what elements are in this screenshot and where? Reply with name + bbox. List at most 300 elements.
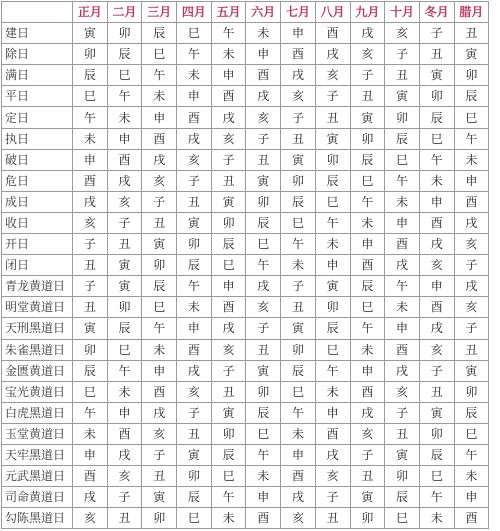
branch-cell: 未	[211, 44, 246, 65]
header-corner-cell	[2, 2, 73, 23]
table-row	[2, 128, 489, 149]
branch-cell: 酉	[211, 86, 246, 107]
branch-cell: 戌	[246, 86, 281, 107]
branch-cell: 卯	[142, 508, 177, 529]
branch-cell: 未	[73, 423, 108, 444]
branch-cell: 午	[107, 86, 142, 107]
branch-cell: 未	[454, 466, 489, 487]
branch-cell: 卯	[107, 297, 142, 318]
branch-cell: 酉	[281, 466, 316, 487]
branch-cell: 申	[350, 360, 385, 381]
branch-cell: 申	[315, 255, 350, 276]
branch-cell: 亥	[281, 86, 316, 107]
row-label-cell: 司命黄道日	[2, 487, 73, 508]
branch-cell: 戌	[454, 276, 489, 297]
branch-cell: 午	[281, 234, 316, 255]
branch-cell: 巳	[73, 86, 108, 107]
branch-cell: 申	[142, 107, 177, 128]
row-label-cell: 执日	[2, 128, 73, 149]
branch-cell: 戌	[211, 318, 246, 339]
branch-cell: 卯	[350, 128, 385, 149]
branch-cell: 申	[246, 487, 281, 508]
row-label-cell: 建日	[2, 23, 73, 44]
branch-cell: 丑	[73, 255, 108, 276]
branch-cell: 丑	[385, 423, 420, 444]
branch-cell: 酉	[246, 508, 281, 529]
branch-cell: 丑	[73, 297, 108, 318]
branch-cell: 寅	[142, 234, 177, 255]
branch-cell: 亥	[315, 466, 350, 487]
branch-cell: 未	[281, 255, 316, 276]
branch-cell: 亥	[142, 170, 177, 191]
branch-cell: 戌	[350, 402, 385, 423]
row-label-cell: 元武黑道日	[2, 466, 73, 487]
branch-cell: 亥	[454, 297, 489, 318]
row-label-cell: 闭日	[2, 255, 73, 276]
month-header-cell: 七月	[281, 2, 316, 23]
branch-cell: 酉	[315, 423, 350, 444]
branch-cell: 未	[107, 381, 142, 402]
branch-cell: 未	[177, 297, 212, 318]
branch-cell: 未	[73, 128, 108, 149]
branch-cell: 亥	[385, 23, 420, 44]
branch-cell: 酉	[211, 297, 246, 318]
row-label-cell: 危日	[2, 170, 73, 191]
branch-cell: 亥	[177, 381, 212, 402]
branch-cell: 午	[246, 255, 281, 276]
branch-cell: 子	[419, 360, 454, 381]
branch-cell: 亥	[73, 212, 108, 233]
branch-cell: 寅	[385, 86, 420, 107]
branch-cell: 未	[385, 191, 420, 212]
branch-cell: 巳	[419, 466, 454, 487]
branch-cell: 卯	[73, 339, 108, 360]
month-header-cell: 三月	[142, 2, 177, 23]
branch-cell: 午	[350, 318, 385, 339]
branch-cell: 卯	[419, 423, 454, 444]
branch-cell: 巳	[454, 107, 489, 128]
branch-cell: 寅	[246, 360, 281, 381]
table-body	[2, 23, 489, 529]
branch-cell: 未	[419, 508, 454, 529]
branch-cell: 巳	[350, 170, 385, 191]
branch-cell: 丑	[211, 170, 246, 191]
branch-cell: 卯	[281, 339, 316, 360]
branch-cell: 子	[454, 318, 489, 339]
branch-cell: 申	[385, 318, 420, 339]
branch-cell: 辰	[419, 107, 454, 128]
branch-cell: 午	[315, 360, 350, 381]
branch-cell: 丑	[281, 297, 316, 318]
branch-cell: 午	[454, 444, 489, 465]
branch-cell: 子	[385, 44, 420, 65]
branch-cell: 辰	[211, 444, 246, 465]
branch-cell: 卯	[454, 65, 489, 86]
table-row	[2, 339, 489, 360]
branch-cell: 子	[454, 255, 489, 276]
branch-cell: 巳	[246, 423, 281, 444]
month-header-cell: 正月	[73, 2, 108, 23]
branch-cell: 子	[142, 444, 177, 465]
branch-cell: 亥	[454, 234, 489, 255]
branch-cell: 戌	[107, 444, 142, 465]
branch-cell: 亥	[211, 339, 246, 360]
branch-cell: 酉	[385, 339, 420, 360]
branch-cell: 丑	[281, 128, 316, 149]
branch-cell: 丑	[350, 466, 385, 487]
table-header-row	[2, 2, 489, 23]
table-row	[2, 44, 489, 65]
branch-cell: 申	[107, 402, 142, 423]
branch-cell: 丑	[107, 234, 142, 255]
branch-cell: 子	[315, 86, 350, 107]
month-header-cell: 腊月	[454, 2, 489, 23]
branch-cell: 丑	[177, 191, 212, 212]
branch-cell: 卯	[350, 508, 385, 529]
branch-cell: 子	[281, 276, 316, 297]
branch-cell: 戌	[142, 402, 177, 423]
branch-cell: 酉	[350, 381, 385, 402]
branch-cell: 巳	[385, 508, 420, 529]
table-row	[2, 107, 489, 128]
branch-cell: 亥	[246, 107, 281, 128]
branch-cell: 子	[211, 149, 246, 170]
branch-cell: 戌	[385, 360, 420, 381]
branch-cell: 戌	[315, 44, 350, 65]
branch-cell: 卯	[246, 191, 281, 212]
branch-cell: 戌	[142, 149, 177, 170]
branch-cell: 未	[246, 466, 281, 487]
month-header-cell: 六月	[246, 2, 281, 23]
branch-cell: 酉	[281, 44, 316, 65]
branch-cell: 辰	[107, 44, 142, 65]
branch-cell: 辰	[281, 191, 316, 212]
branch-cell: 酉	[246, 65, 281, 86]
branch-cell: 酉	[107, 423, 142, 444]
branch-cell: 子	[350, 65, 385, 86]
branch-cell: 子	[142, 191, 177, 212]
branch-cell: 酉	[177, 339, 212, 360]
row-label-cell: 宝光黄道日	[2, 381, 73, 402]
branch-cell: 巳	[211, 255, 246, 276]
branch-cell: 未	[385, 297, 420, 318]
row-label-cell: 朱雀黑道日	[2, 339, 73, 360]
branch-cell: 亥	[73, 508, 108, 529]
branch-cell: 寅	[350, 487, 385, 508]
branch-cell: 戌	[177, 128, 212, 149]
month-header-cell: 九月	[350, 2, 385, 23]
branch-cell: 戌	[419, 318, 454, 339]
table-row	[2, 276, 489, 297]
branch-cell: 巳	[177, 508, 212, 529]
branch-cell: 申	[73, 444, 108, 465]
branch-cell: 寅	[419, 65, 454, 86]
branch-cell: 卯	[315, 297, 350, 318]
branch-cell: 亥	[281, 508, 316, 529]
branch-cell: 午	[350, 191, 385, 212]
almanac-table-container	[1, 1, 489, 529]
branch-cell: 申	[177, 318, 212, 339]
branch-cell: 酉	[419, 297, 454, 318]
branch-cell: 子	[211, 360, 246, 381]
branch-cell: 卯	[385, 466, 420, 487]
branch-cell: 巳	[350, 297, 385, 318]
branch-cell: 卯	[107, 23, 142, 44]
branch-cell: 未	[177, 65, 212, 86]
branch-cell: 戌	[454, 212, 489, 233]
branch-cell: 卯	[177, 234, 212, 255]
row-label-cell: 定日	[2, 107, 73, 128]
branch-cell: 丑	[142, 212, 177, 233]
branch-cell: 申	[211, 276, 246, 297]
branch-cell: 辰	[315, 318, 350, 339]
table-row	[2, 487, 489, 508]
branch-cell: 寅	[454, 44, 489, 65]
table-row	[2, 65, 489, 86]
branch-cell: 午	[281, 402, 316, 423]
branch-cell: 亥	[107, 466, 142, 487]
row-label-cell: 收日	[2, 212, 73, 233]
branch-cell: 酉	[73, 170, 108, 191]
table-row	[2, 297, 489, 318]
branch-cell: 亥	[419, 255, 454, 276]
branch-cell: 寅	[73, 23, 108, 44]
branch-cell: 辰	[315, 170, 350, 191]
branch-cell: 戌	[211, 107, 246, 128]
branch-cell: 辰	[385, 128, 420, 149]
branch-cell: 午	[385, 170, 420, 191]
branch-cell: 午	[142, 318, 177, 339]
branch-cell: 巳	[281, 381, 316, 402]
branch-cell: 辰	[350, 149, 385, 170]
branch-cell: 辰	[281, 360, 316, 381]
branch-cell: 午	[419, 149, 454, 170]
branch-cell: 未	[246, 23, 281, 44]
branch-cell: 亥	[385, 381, 420, 402]
branch-cell: 申	[454, 170, 489, 191]
branch-cell: 申	[211, 65, 246, 86]
branch-cell: 巳	[142, 297, 177, 318]
branch-cell: 子	[73, 234, 108, 255]
branch-cell: 亥	[419, 339, 454, 360]
branch-cell: 申	[454, 487, 489, 508]
branch-cell: 未	[281, 423, 316, 444]
branch-cell: 辰	[350, 276, 385, 297]
table-row	[2, 255, 489, 276]
branch-cell: 亥	[107, 191, 142, 212]
branch-cell: 辰	[246, 212, 281, 233]
branch-cell: 午	[177, 276, 212, 297]
branch-cell: 申	[281, 23, 316, 44]
branch-cell: 午	[419, 487, 454, 508]
branch-cell: 亥	[315, 65, 350, 86]
branch-cell: 卯	[177, 466, 212, 487]
branch-cell: 申	[419, 276, 454, 297]
branch-cell: 寅	[350, 107, 385, 128]
branch-cell: 卯	[142, 255, 177, 276]
branch-cell: 寅	[142, 487, 177, 508]
branch-cell: 辰	[177, 487, 212, 508]
branch-cell: 子	[281, 107, 316, 128]
branch-cell: 子	[73, 276, 108, 297]
branch-cell: 午	[177, 44, 212, 65]
table-row	[2, 381, 489, 402]
branch-cell: 戌	[385, 255, 420, 276]
branch-cell: 巳	[211, 466, 246, 487]
row-label-cell: 满日	[2, 65, 73, 86]
branch-cell: 巳	[419, 128, 454, 149]
branch-cell: 寅	[107, 276, 142, 297]
branch-cell: 卯	[211, 212, 246, 233]
branch-cell: 子	[419, 23, 454, 44]
branch-cell: 酉	[142, 381, 177, 402]
branch-cell: 子	[107, 212, 142, 233]
branch-cell: 午	[315, 212, 350, 233]
branch-cell: 丑	[419, 381, 454, 402]
table-row	[2, 212, 489, 233]
branch-cell: 辰	[454, 86, 489, 107]
branch-cell: 巳	[454, 423, 489, 444]
branch-cell: 亥	[246, 297, 281, 318]
month-header-cell: 八月	[315, 2, 350, 23]
branch-cell: 巳	[315, 339, 350, 360]
table-row	[2, 86, 489, 107]
branch-cell: 辰	[246, 402, 281, 423]
branch-cell: 酉	[385, 234, 420, 255]
branch-cell: 申	[315, 402, 350, 423]
branch-cell: 子	[350, 444, 385, 465]
branch-cell: 丑	[246, 149, 281, 170]
branch-cell: 丑	[454, 23, 489, 44]
branch-cell: 巳	[142, 44, 177, 65]
branch-cell: 辰	[73, 360, 108, 381]
branch-cell: 午	[454, 128, 489, 149]
branch-cell: 寅	[177, 212, 212, 233]
branch-cell: 丑	[315, 508, 350, 529]
branch-cell: 酉	[315, 23, 350, 44]
branch-cell: 酉	[73, 466, 108, 487]
branch-cell: 酉	[419, 212, 454, 233]
branch-cell: 戌	[73, 191, 108, 212]
branch-cell: 辰	[385, 487, 420, 508]
table-row	[2, 170, 489, 191]
table-row	[2, 402, 489, 423]
table-row	[2, 149, 489, 170]
branch-cell: 戌	[315, 444, 350, 465]
branch-cell: 午	[385, 276, 420, 297]
row-label-cell: 除日	[2, 44, 73, 65]
branch-cell: 午	[211, 23, 246, 44]
row-label-cell: 天牢黑道日	[2, 444, 73, 465]
table-row	[2, 234, 489, 255]
branch-cell: 寅	[211, 191, 246, 212]
row-label-cell: 破日	[2, 149, 73, 170]
branch-cell: 寅	[315, 276, 350, 297]
row-label-cell: 成日	[2, 191, 73, 212]
branch-cell: 丑	[246, 339, 281, 360]
branch-cell: 申	[142, 360, 177, 381]
table-row	[2, 508, 489, 529]
branch-cell: 卯	[385, 107, 420, 128]
branch-cell: 卯	[419, 86, 454, 107]
branch-cell: 戌	[419, 234, 454, 255]
branch-cell: 申	[107, 128, 142, 149]
branch-cell: 酉	[454, 191, 489, 212]
branch-cell: 子	[385, 402, 420, 423]
row-label-cell: 金匮黄道日	[2, 360, 73, 381]
branch-cell: 辰	[73, 65, 108, 86]
row-label-cell: 青龙黄道日	[2, 276, 73, 297]
branch-cell: 亥	[142, 423, 177, 444]
branch-cell: 辰	[142, 23, 177, 44]
branch-cell: 丑	[315, 107, 350, 128]
branch-cell: 寅	[419, 402, 454, 423]
branch-cell: 辰	[211, 234, 246, 255]
branch-cell: 辰	[142, 276, 177, 297]
branch-cell: 巳	[73, 381, 108, 402]
branch-cell: 午	[246, 444, 281, 465]
branch-cell: 未	[419, 170, 454, 191]
branch-cell: 巳	[107, 339, 142, 360]
table-row	[2, 466, 489, 487]
branch-cell: 丑	[142, 466, 177, 487]
branch-cell: 寅	[211, 402, 246, 423]
branch-cell: 午	[142, 65, 177, 86]
branch-cell: 申	[177, 86, 212, 107]
branch-cell: 未	[211, 508, 246, 529]
branch-cell: 寅	[385, 444, 420, 465]
branch-cell: 未	[142, 86, 177, 107]
branch-cell: 寅	[315, 128, 350, 149]
branch-cell: 申	[350, 234, 385, 255]
branch-cell: 子	[246, 318, 281, 339]
branch-cell: 丑	[211, 381, 246, 402]
branch-cell: 丑	[454, 339, 489, 360]
branch-cell: 寅	[246, 170, 281, 191]
branch-cell: 酉	[350, 255, 385, 276]
branch-cell: 子	[315, 487, 350, 508]
branch-cell: 午	[211, 487, 246, 508]
month-header-cell: 十月	[385, 2, 420, 23]
branch-cell: 戌	[73, 487, 108, 508]
branch-cell: 亥	[177, 149, 212, 170]
branch-cell: 未	[142, 339, 177, 360]
month-header-cell: 二月	[107, 2, 142, 23]
branch-cell: 申	[281, 444, 316, 465]
row-label-cell: 天刑黑道日	[2, 318, 73, 339]
branch-cell: 酉	[454, 508, 489, 529]
branch-cell: 午	[73, 107, 108, 128]
branch-cell: 丑	[177, 423, 212, 444]
branch-cell: 巳	[107, 65, 142, 86]
branch-cell: 酉	[177, 107, 212, 128]
branch-cell: 申	[419, 191, 454, 212]
branch-cell: 戌	[350, 23, 385, 44]
branch-cell: 亥	[350, 423, 385, 444]
branch-cell: 申	[73, 149, 108, 170]
branch-cell: 未	[350, 212, 385, 233]
branch-cell: 卯	[454, 381, 489, 402]
branch-cell: 卯	[315, 149, 350, 170]
row-label-cell: 开日	[2, 234, 73, 255]
month-header-cell: 冬月	[419, 2, 454, 23]
branch-cell: 未	[315, 234, 350, 255]
branch-cell: 巳	[315, 191, 350, 212]
branch-cell: 子	[177, 170, 212, 191]
branch-cell: 巳	[246, 234, 281, 255]
branch-cell: 寅	[107, 255, 142, 276]
branch-cell: 亥	[211, 128, 246, 149]
